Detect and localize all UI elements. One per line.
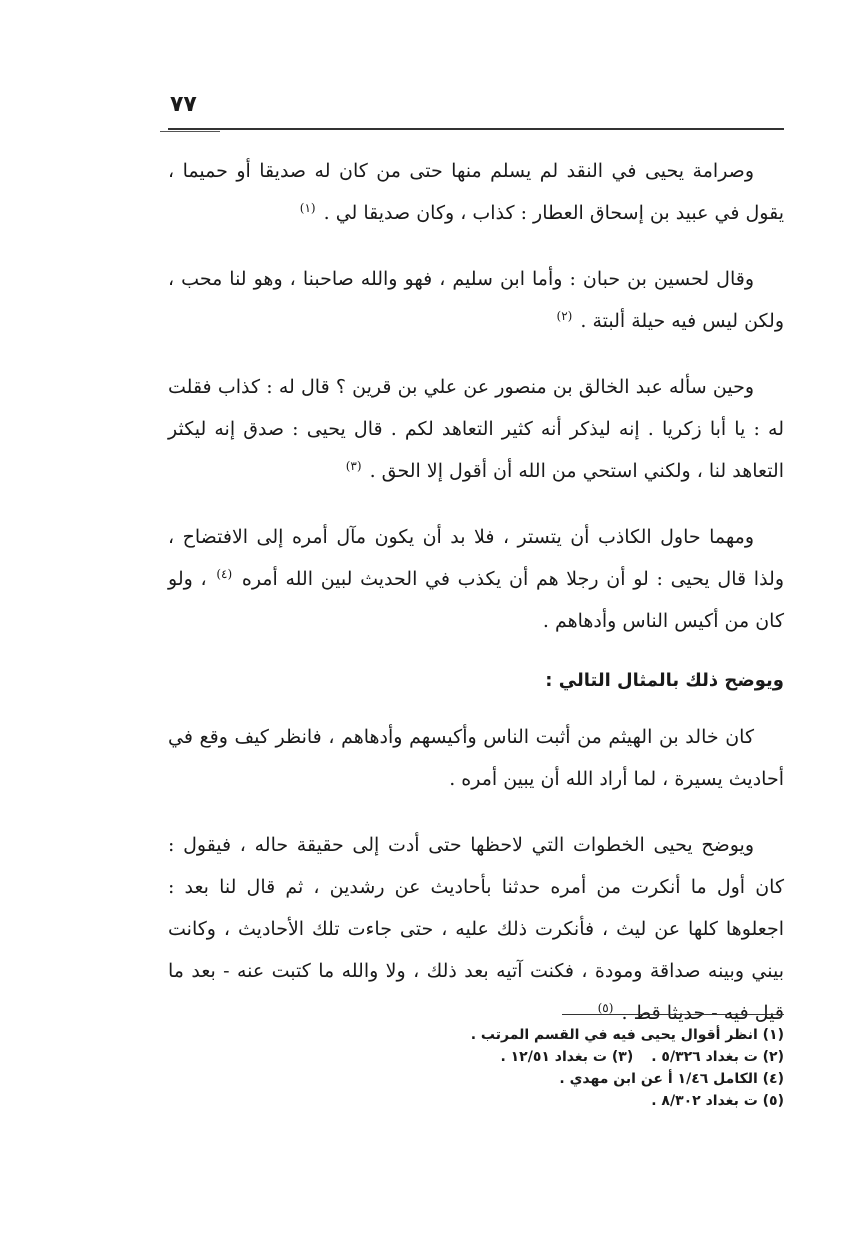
- footnote-ref-4: (٤): [216, 566, 233, 581]
- footnote-ref-3: (٣): [345, 458, 362, 473]
- footnote-ref-2: (٢): [556, 308, 573, 323]
- page-body: [168, 150, 784, 1058]
- paragraph-3: وحين سأله عبد الخالق بن منصور عن علي بن قرين ؟ قال له : كذاب فقلت له : يا أبا زكريا . إنه ليذكر أنه كثير التعاهد لكم . قال يحيى : صدق إنه ليكثر التعاهد لنا ، ولكني استحي من الله أن أقول إلا الحق . $^{(٣)}$: [168, 376, 784, 482]
- footnote-4: (٤) الكامل ١/٤٦ أ عن ابن مهدي .: [559, 1071, 784, 1087]
- footnote-ref-1: (١): [299, 200, 316, 215]
- paragraph-6: ويوضح يحيى الخطوات التي لاحظها حتى أدت إلى حقيقة حاله ، فيقول : كان أول ما أنكرت من أمره حدثنا بأحاديث عن رشدين ، ثم قال لنا بعد : اجعلوها كلها عن ليث ، فأنكرت ذلك عليه ، حتى جاءت تلك الأحاديث ، وكانت بيني وبينه صداقة ومودة ، فكنت آتيه بعد ذلك ، ولا والله ما كتبت عنه - بعد ما قيل فيه - حديثا قط . $^{(٥)}$: [168, 834, 784, 1024]
- footnote-2-3: (٢) ت بغداد ٥/٣٢٦ .(٣) ت بغداد ١٢/٥١ .: [500, 1049, 784, 1065]
- header-rule-secondary: [160, 131, 220, 132]
- paragraph-2: وقال لحسين بن حبان : وأما ابن سليم ، فهو والله صاحبنا ، وهو لنا محب ، ولكن ليس فيه حيلة ألبتة . $^{(٢)}$: [168, 268, 784, 332]
- footnote-5: (٥) ت بغداد ٨/٣٠٢ .: [651, 1093, 784, 1109]
- footnote-rule: [562, 1014, 784, 1015]
- paragraph-1: وصرامة يحيى في النقد لم يسلم منها حتى من كان له صديقا أو حميما ، يقول في عبيد بن إسحاق العطار : كذاب ، وكان صديقا لي . $^{(١)}$: [168, 160, 784, 224]
- footnote-ref-5: (٥): [597, 1000, 614, 1015]
- section-heading: ويوضح ذلك بالمثال التالي :: [545, 670, 784, 691]
- header-rule: [168, 128, 784, 130]
- paragraph-4: ومهما حاول الكاذب أن يتستر ، فلا بد أن يكون مآل أمره إلى الافتضاح ، ولذا قال يحيى : لو أن رجلا هم أن يكذب في الحديث لبين الله أمره $^{(٤)}$ ، ولو كان من أكيس الناس وأدهاهم .: [168, 526, 785, 632]
- footnotes: [168, 1024, 784, 1112]
- paragraph-5: كان خالد بن الهيثم من أثبت الناس وأكيسهم وأدهاهم ، فانظر كيف وقع في أحاديث يسيرة ، لما أراد الله أن يبين أمره .: [168, 726, 784, 790]
- footnote-1: (١) انظر أقوال يحيى فيه في القسم المرتب .: [470, 1027, 784, 1043]
- page-number: ٧٧: [170, 92, 197, 117]
